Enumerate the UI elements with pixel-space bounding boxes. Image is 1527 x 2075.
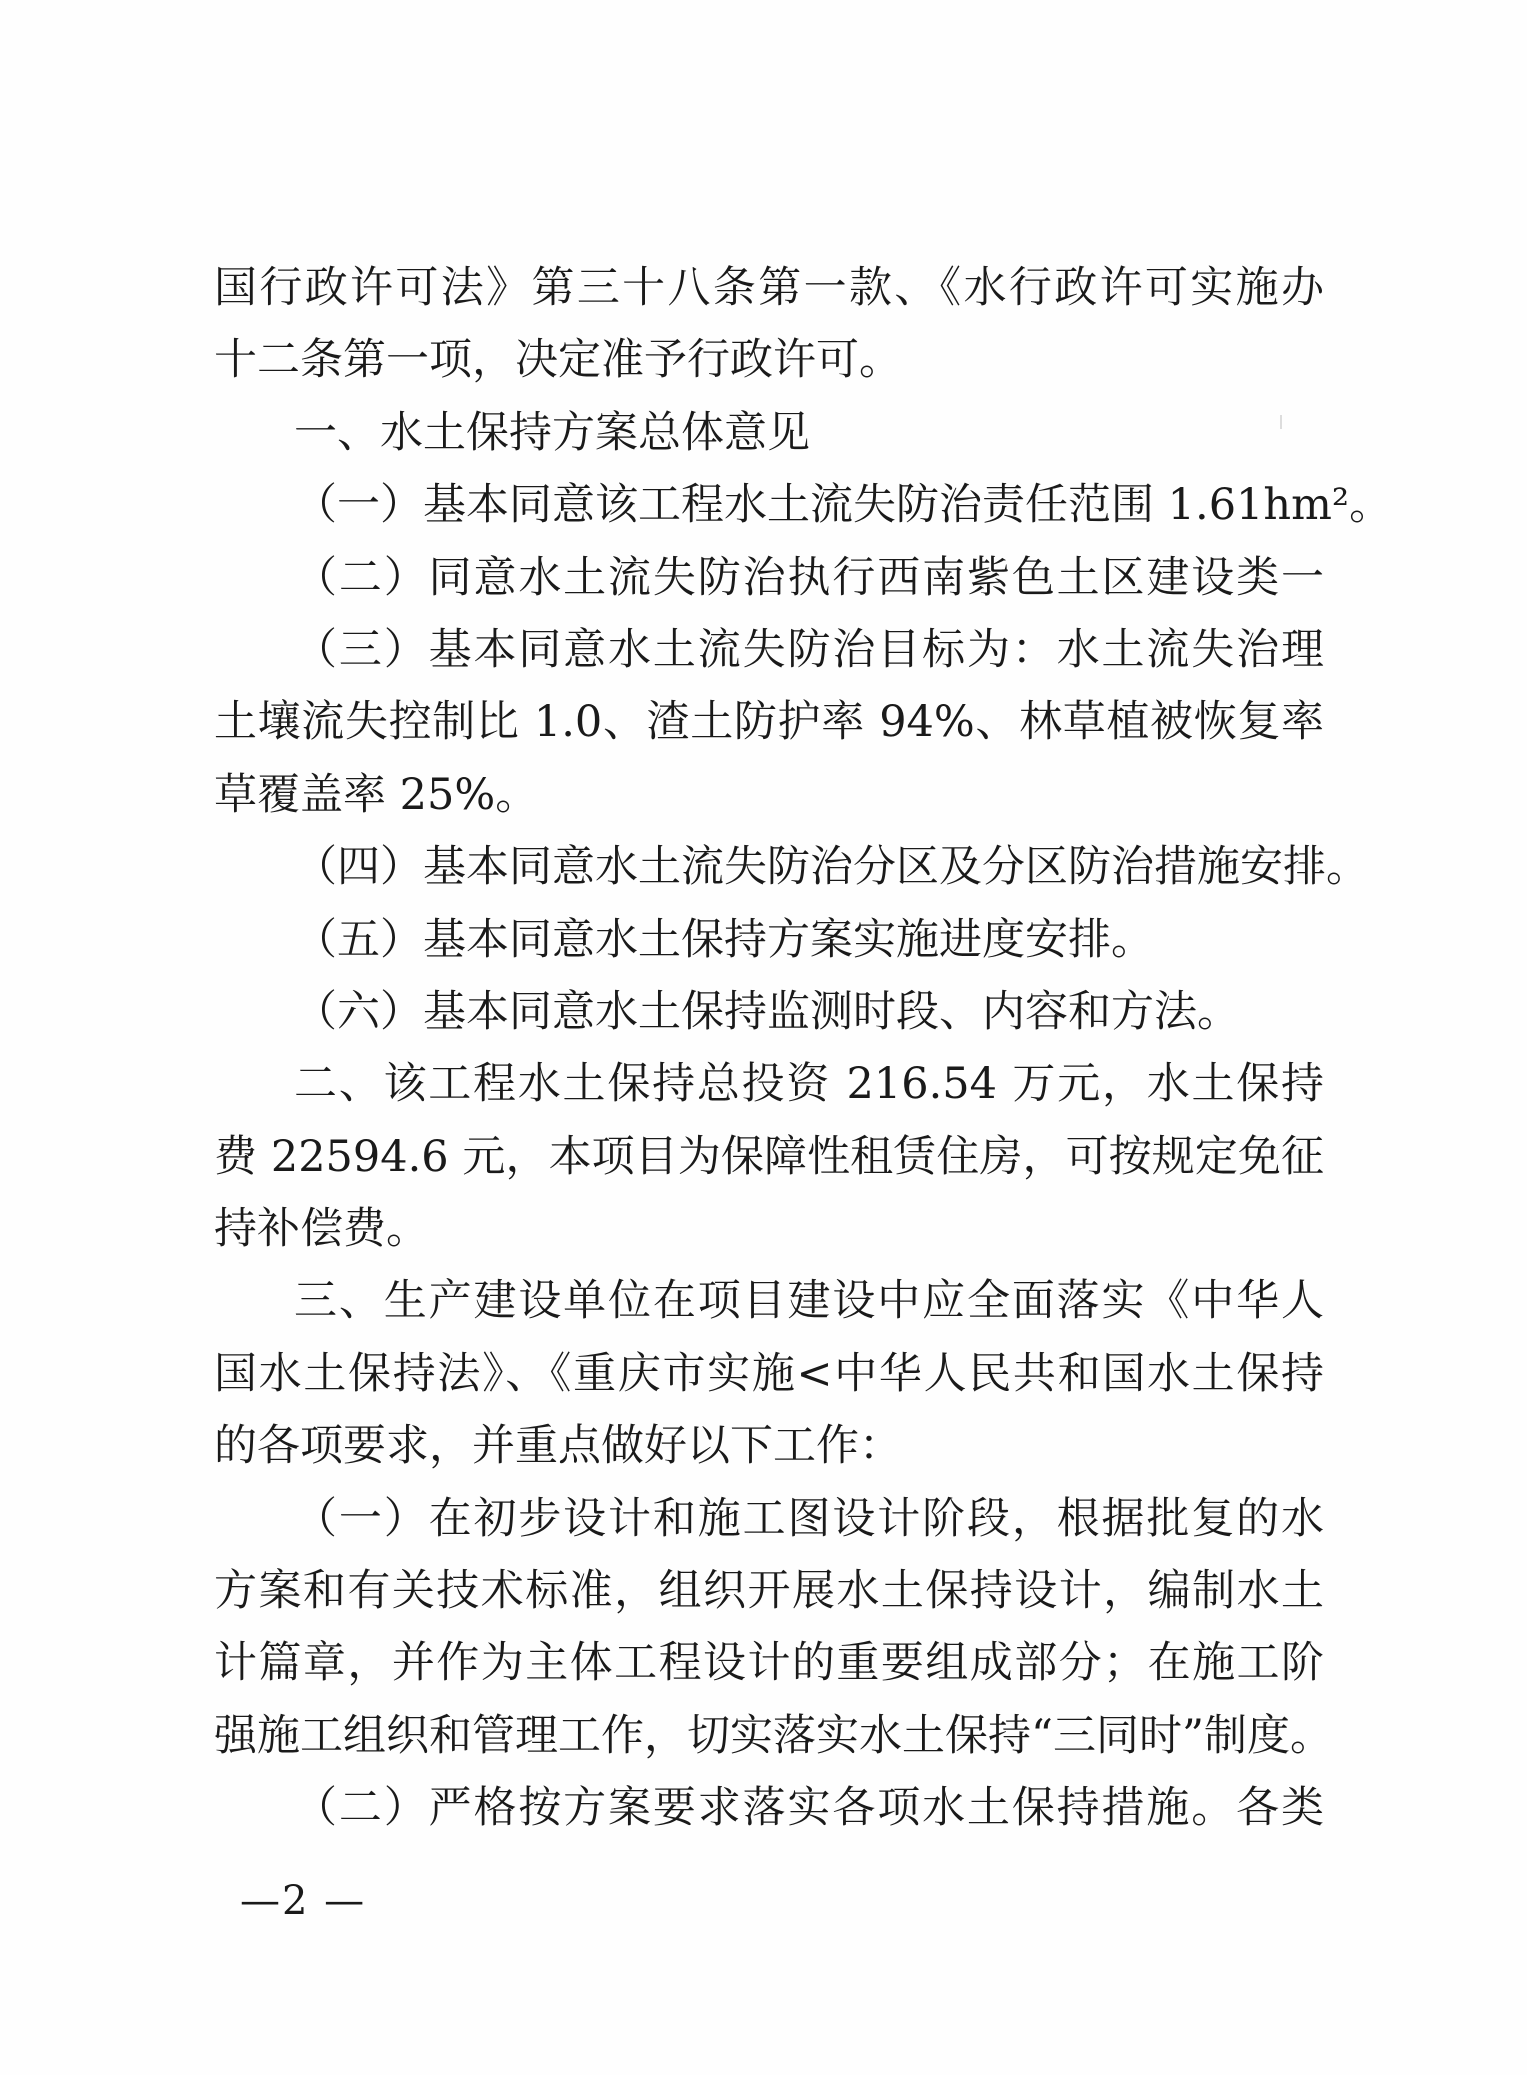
section-heading: 三、生产建设单位在项目建设中应全面落实《中华人 (294, 1276, 1324, 1327)
text-line: （二）严格按方案要求落实各项水土保持措施。各类 (294, 1783, 1324, 1834)
text-line: 国水土保持法》、《重庆市实施<中华人民共和国水土保持 (214, 1348, 1324, 1399)
text-line: 计篇章，并作为主体工程设计的重要组成部分；在施工阶 (214, 1638, 1324, 1689)
text-line: 土壤流失控制比 1.0、渣土防护率 94%、林草植被恢复率 (214, 697, 1324, 748)
text-line: （二）同意水土流失防治执行西南紫色土区建设类一 (294, 552, 1324, 603)
section-heading: 二、该工程水土保持总投资 216.54 万元，水土保持 (294, 1059, 1324, 1110)
text-line: 国行政许可法》第三十八条第一款、《水行政许可实施办 (214, 263, 1324, 313)
text-line: 的各项要求，并重点做好以下工作： (214, 1421, 902, 1472)
text-line: （一）在初步设计和施工图设计阶段，根据批复的水 (294, 1493, 1324, 1544)
text-line: （五）基本同意水土保持方案实施进度安排。 (294, 914, 1154, 965)
text-line: （三）基本同意水土流失防治目标为：水土流失治理 (294, 624, 1324, 675)
text-line: （四）基本同意水土流失防治分区及分区防治措施安排。 (294, 842, 1369, 893)
document-body (214, 252, 1393, 1845)
page-number: —2 — (240, 1878, 367, 1924)
text-line: （六）基本同意水土保持监测时段、内容和方法。 (294, 986, 1240, 1037)
text-line: 十二条第一项，决定准予行政许可。 (214, 335, 902, 386)
text-line: 费 22594.6 元，本项目为保障性租赁住房，可按规定免征 (214, 1131, 1324, 1182)
text-line: 强施工组织和管理工作，切实落实水土保持“三同时”制度。 (214, 1710, 1333, 1761)
text-line: （一）基本同意该工程水土流失防治责任范围 1.61hm²。 (294, 480, 1393, 531)
text-line: 方案和有关技术标准，组织开展水土保持设计，编制水土 (214, 1566, 1324, 1617)
text-line: 持补偿费。 (214, 1204, 429, 1255)
section-heading: 一、水土保持方案总体意见 (294, 407, 810, 458)
text-line: 草覆盖率 25%。 (214, 769, 539, 820)
